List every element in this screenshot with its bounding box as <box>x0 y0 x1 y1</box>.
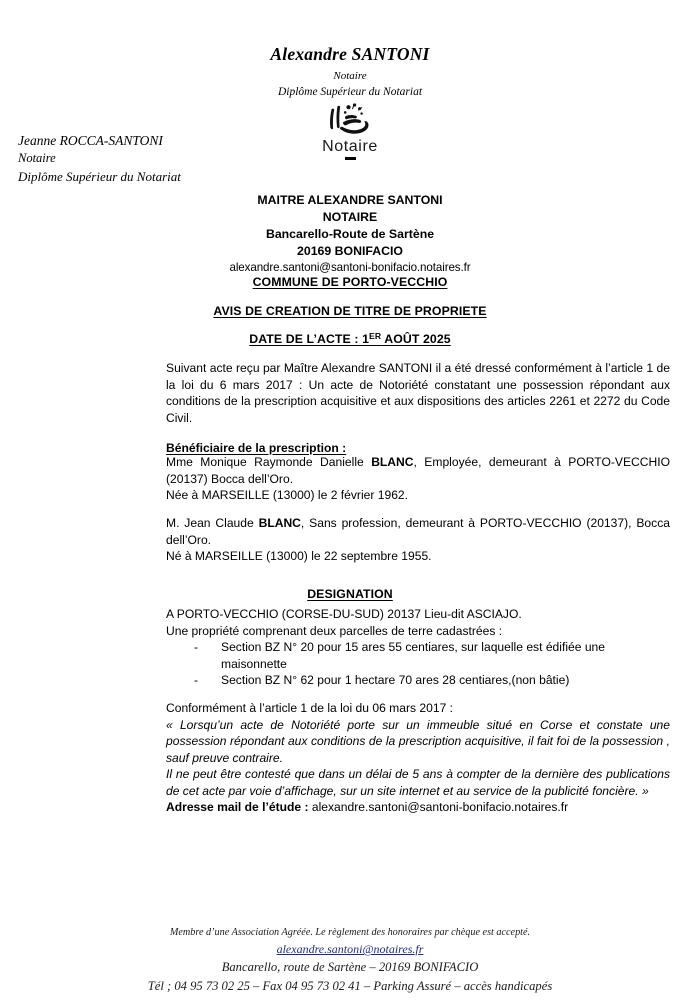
beneficiary-person-2-line <box>166 515 670 548</box>
legal-block <box>166 700 670 816</box>
person2-prefix: M. Jean Claude <box>166 516 259 530</box>
letterhead-left <box>18 131 181 186</box>
notary-role-secondary: Notaire <box>18 151 56 166</box>
study-mail-value: alexandre.santoni@santoni-bonifacio.notaires.fr <box>308 800 569 815</box>
office-street: Bancarello-Route de Sartène <box>265 226 435 241</box>
office-email: alexandre.santoni@santoni-bonifacio.notaires.fr <box>229 260 471 274</box>
designation-location: A PORTO-VECCHIO (CORSE-DU-SUD) 20137 Lieu-dit ASCIAJO. <box>166 607 522 621</box>
notary-role-primary: Notaire <box>333 69 367 82</box>
office-name: MAITRE ALEXANDRE SANTONI <box>257 193 443 207</box>
study-mail-label: Adresse mail de l’étude : <box>166 800 309 815</box>
act-date-suffix: AOÛT 2025 <box>381 332 451 346</box>
person1-prefix: Mme Monique Raymonde Danielle <box>166 455 372 469</box>
parcel-text: Section BZ N° 20 pour 15 ares 55 centiares, sur laquelle est édifiée une maisonnette <box>221 640 606 671</box>
legal-intro: Conformément à l’article 1 de la loi du 06 mars 2017 : <box>166 701 454 715</box>
person1-surname: BLANC <box>371 455 414 469</box>
parcel-list <box>166 639 670 689</box>
office-title: NOTAIRE <box>322 209 378 224</box>
heading-act-date <box>0 332 700 346</box>
act-date-ordinal: ER <box>369 331 382 341</box>
notary-name-secondary: Jeanne ROCCA-SANTONI <box>18 133 163 148</box>
designation-heading-text: DESIGNATION <box>307 587 393 601</box>
notary-diploma-primary: Diplôme Supérieur du Notariat <box>277 86 423 99</box>
person2-details: , Sans profession, demeurant à PORTO-VECCHIO (20137), Bocca dell’Oro. <box>166 516 670 547</box>
footer-contact: Tél ; 04 95 73 02 25 – Fax 04 95 73 02 41 – Parking Assuré – accès handicapés <box>147 979 553 994</box>
act-date-prefix: DATE DE L’ACTE : 1 <box>249 332 370 346</box>
parcel-text: Section BZ N° 62 pour 1 hectare 70 ares 28 centiares,(non bâtie) <box>221 673 570 688</box>
person2-surname: BLANC <box>258 516 301 530</box>
letterhead-center <box>0 44 700 100</box>
heading-commune-text: COMMUNE DE PORTO-VECCHIO <box>252 275 448 289</box>
heading-notice <box>0 304 700 318</box>
parcel-dash: - <box>194 640 199 655</box>
heading-notice-text: AVIS DE CREATION DE TITRE DE PROPRIETE <box>213 304 487 318</box>
parcel-dash: - <box>194 673 199 688</box>
designation-heading <box>0 587 700 601</box>
footer-association-note: Membre d’une Association Agréée. Le règlement des honoraires par chèque est accepté. <box>169 927 531 938</box>
footer-email-link[interactable]: alexandre.santoni@notaires.fr <box>276 942 424 957</box>
parcel-item <box>166 672 670 689</box>
heading-commune <box>0 275 700 289</box>
beneficiary-person-1-line <box>166 454 670 487</box>
intro-paragraph: Suivant acte reçu par Maître Alexandre SANTONI il a été dressé conformément à l’article 1 de la loi du 6 mars 2017 : Un acte de Notoriété constatant une possession répondant aux conditions de la prescription acquisitive et aux dispositions des articles 2261 et 2272 du Code Civil. <box>166 361 670 425</box>
notary-logo-underscore <box>345 157 356 160</box>
notary-emblem-icon <box>317 100 383 140</box>
beneficiary-person-1 <box>166 454 670 504</box>
office-address-block <box>0 192 700 276</box>
study-mail-line <box>166 799 670 816</box>
designation-body <box>166 606 670 689</box>
notary-diploma-secondary: Diplôme Supérieur du Notariat <box>18 168 181 184</box>
beneficiary-person-2 <box>166 515 670 565</box>
person1-birth: Née à MARSEILLE (13000) le 2 février 1962. <box>166 488 409 503</box>
person2-birth: Né à MARSEILLE (13000) le 22 septembre 1955. <box>166 549 432 564</box>
notary-logo-word: Notaire <box>322 138 378 155</box>
beneficiary-section-title: Bénéficiaire de la prescription : <box>166 441 347 455</box>
designation-summary: Une propriété comprenant deux parcelles de terre cadastrées : <box>166 623 503 638</box>
office-city: 20169 BONIFACIO <box>297 243 403 258</box>
parcel-item <box>166 639 670 672</box>
footer-address: Bancarello, route de Sartène – 20169 BONIFACIO <box>221 960 479 975</box>
notary-name-primary: Alexandre SANTONI <box>270 44 430 64</box>
person1-details: , Employée, demeurant à PORTO-VECCHIO (20137) Bocca dell’Oro. <box>166 455 670 486</box>
legal-quote-2: Il ne peut être contesté que dans un délai de 5 ans à compter de la dernière des publications de cet acte par voie d’affichage, sur un site internet et au service de la publicité foncière. » <box>166 767 670 798</box>
heading-act-date-text <box>249 332 451 346</box>
legal-quote-1: « Lorsqu’un acte de Notoriété porte sur un immeuble situé en Corse et constate une possession répondant aux conditions de la prescription acquisitive, il fait foi de la possession , sauf preuve contraire. <box>166 717 670 765</box>
page-footer <box>0 925 700 996</box>
